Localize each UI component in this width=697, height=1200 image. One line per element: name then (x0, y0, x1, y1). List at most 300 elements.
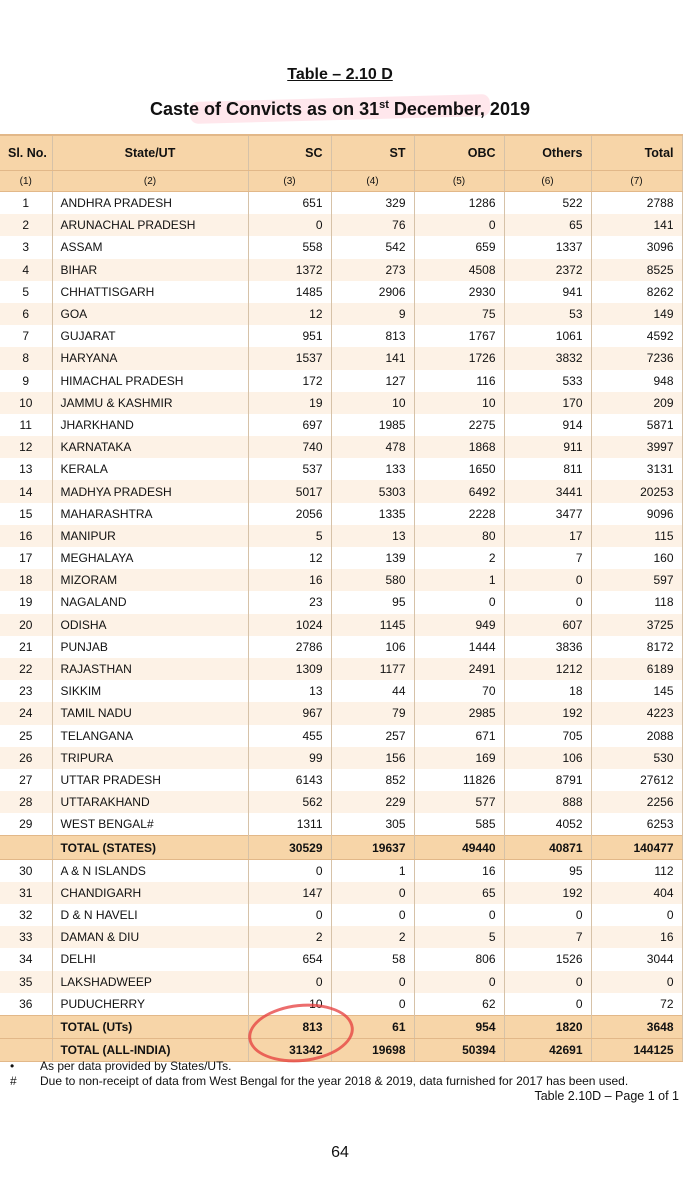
state-name-cell: MAHARASHTRA (52, 503, 248, 525)
state-name-cell: PUNJAB (52, 636, 248, 658)
value-cell: 0 (248, 859, 331, 882)
title-date: December, 2019 (388, 99, 530, 119)
value-cell: 0 (331, 882, 414, 904)
state-name-cell: MADHYA PRADESH (52, 480, 248, 502)
serial-cell: 21 (0, 636, 52, 658)
header-cell: Total (591, 135, 682, 171)
state-name-cell: CHHATTISGARH (52, 281, 248, 303)
value-cell: 659 (414, 236, 504, 258)
value-cell: 1537 (248, 347, 331, 369)
value-cell: 852 (331, 769, 414, 791)
value-cell: 455 (248, 725, 331, 747)
column-number: (3) (248, 171, 331, 192)
serial-cell: 2 (0, 214, 52, 236)
value-cell: 53 (504, 303, 591, 325)
table-row (0, 259, 682, 281)
state-name-cell: UTTARAKHAND (52, 791, 248, 813)
table-row (0, 614, 682, 636)
table-row (0, 192, 682, 215)
header-cell: Others (504, 135, 591, 171)
value-cell: 580 (331, 569, 414, 591)
value-cell: 160 (591, 547, 682, 569)
value-cell: 697 (248, 414, 331, 436)
table-cell: 1820 (504, 1015, 591, 1038)
state-name-cell: DELHI (52, 948, 248, 970)
table-row (0, 680, 682, 702)
table-cell: 42691 (504, 1039, 591, 1062)
value-cell: 1311 (248, 813, 331, 836)
value-cell: 1985 (331, 414, 414, 436)
value-cell: 0 (248, 971, 331, 993)
state-name-cell: HARYANA (52, 347, 248, 369)
page-reference: Table 2.10D – Page 1 of 1 (534, 1089, 679, 1103)
value-cell: 116 (414, 370, 504, 392)
state-name-cell: D & N HAVELI (52, 904, 248, 926)
value-cell: 4223 (591, 702, 682, 724)
serial-cell: 4 (0, 259, 52, 281)
value-cell: 329 (331, 192, 414, 215)
table-cell: 31342 (248, 1039, 331, 1062)
serial-cell: 29 (0, 813, 52, 836)
column-number: (4) (331, 171, 414, 192)
value-cell: 16 (248, 569, 331, 591)
value-cell: 967 (248, 702, 331, 724)
header-cell: State/UT (52, 135, 248, 171)
value-cell: 1061 (504, 325, 591, 347)
value-cell: 2930 (414, 281, 504, 303)
serial-cell: 18 (0, 569, 52, 591)
state-name-cell: NAGALAND (52, 591, 248, 613)
value-cell: 1024 (248, 614, 331, 636)
serial-cell: 1 (0, 192, 52, 215)
table-cell: 19698 (331, 1039, 414, 1062)
value-cell: 209 (591, 392, 682, 414)
state-name-cell: CHANDIGARH (52, 882, 248, 904)
value-cell: 257 (331, 725, 414, 747)
table-row (0, 281, 682, 303)
value-cell: 6253 (591, 813, 682, 836)
value-cell: 192 (504, 702, 591, 724)
value-cell: 0 (591, 971, 682, 993)
value-cell: 0 (331, 904, 414, 926)
value-cell: 95 (504, 859, 591, 882)
state-name-cell: HIMACHAL PRADESH (52, 370, 248, 392)
value-cell: 170 (504, 392, 591, 414)
table-cell: 144125 (591, 1039, 682, 1062)
value-cell: 79 (331, 702, 414, 724)
value-cell: 1212 (504, 658, 591, 680)
footnotes (10, 1059, 628, 1089)
value-cell: 542 (331, 236, 414, 258)
state-name-cell: RAJASTHAN (52, 658, 248, 680)
value-cell: 17 (504, 525, 591, 547)
table-row (0, 658, 682, 680)
serial-cell: 27 (0, 769, 52, 791)
value-cell: 229 (331, 791, 414, 813)
value-cell: 1309 (248, 658, 331, 680)
serial-cell: 8 (0, 347, 52, 369)
value-cell: 16 (591, 926, 682, 948)
value-cell: 911 (504, 436, 591, 458)
value-cell: 558 (248, 236, 331, 258)
value-cell: 145 (591, 680, 682, 702)
value-cell: 1444 (414, 636, 504, 658)
serial-cell: 10 (0, 392, 52, 414)
value-cell: 80 (414, 525, 504, 547)
value-cell: 597 (591, 569, 682, 591)
value-cell: 75 (414, 303, 504, 325)
value-cell: 3096 (591, 236, 682, 258)
value-cell: 18 (504, 680, 591, 702)
value-cell: 147 (248, 882, 331, 904)
value-cell: 1 (414, 569, 504, 591)
value-cell: 1286 (414, 192, 504, 215)
state-name-cell: UTTAR PRADESH (52, 769, 248, 791)
value-cell: 6143 (248, 769, 331, 791)
state-name-cell: MEGHALAYA (52, 547, 248, 569)
value-cell: 888 (504, 791, 591, 813)
serial-cell: 30 (0, 859, 52, 882)
value-cell: 19 (248, 392, 331, 414)
value-cell: 4508 (414, 259, 504, 281)
value-cell: 740 (248, 436, 331, 458)
value-cell: 1650 (414, 458, 504, 480)
table-row (0, 503, 682, 525)
value-cell: 0 (414, 904, 504, 926)
serial-cell: 19 (0, 591, 52, 613)
table-row (0, 904, 682, 926)
footnote (10, 1059, 628, 1074)
value-cell: 13 (331, 525, 414, 547)
value-cell: 27612 (591, 769, 682, 791)
value-cell: 58 (331, 948, 414, 970)
value-cell: 4052 (504, 813, 591, 836)
table-row (0, 636, 682, 658)
state-name-cell: BIHAR (52, 259, 248, 281)
value-cell: 13 (248, 680, 331, 702)
value-cell: 0 (504, 993, 591, 1016)
value-cell: 141 (331, 347, 414, 369)
serial-cell: 22 (0, 658, 52, 680)
value-cell: 11826 (414, 769, 504, 791)
footnote-text: As per data provided by States/UTs. (40, 1059, 232, 1073)
table-cell: 30529 (248, 836, 331, 859)
footnote (10, 1074, 628, 1089)
uts-body (0, 859, 682, 1015)
state-name-cell: JAMMU & KASHMIR (52, 392, 248, 414)
value-cell: 7236 (591, 347, 682, 369)
serial-cell: 32 (0, 904, 52, 926)
value-cell: 0 (504, 904, 591, 926)
value-cell: 139 (331, 547, 414, 569)
state-name-cell: GUJARAT (52, 325, 248, 347)
value-cell: 404 (591, 882, 682, 904)
table-row (0, 414, 682, 436)
value-cell: 1526 (504, 948, 591, 970)
hash-icon: # (10, 1074, 17, 1088)
value-cell: 8262 (591, 281, 682, 303)
value-cell: 948 (591, 370, 682, 392)
value-cell: 169 (414, 747, 504, 769)
table-row (0, 525, 682, 547)
column-number: (1) (0, 171, 52, 192)
value-cell: 149 (591, 303, 682, 325)
table-row (0, 303, 682, 325)
state-name-cell: KERALA (52, 458, 248, 480)
value-cell: 106 (331, 636, 414, 658)
value-cell: 1 (331, 859, 414, 882)
serial-cell: 25 (0, 725, 52, 747)
table-row (0, 347, 682, 369)
table-row (0, 392, 682, 414)
table-cell: 140477 (591, 836, 682, 859)
value-cell: 1767 (414, 325, 504, 347)
value-cell: 478 (331, 436, 414, 458)
value-cell: 1726 (414, 347, 504, 369)
value-cell: 192 (504, 882, 591, 904)
serial-cell: 3 (0, 236, 52, 258)
value-cell: 5303 (331, 480, 414, 502)
table-cell: TOTAL (STATES) (52, 836, 248, 859)
value-cell: 16 (414, 859, 504, 882)
total-states-body (0, 836, 682, 859)
serial-cell: 36 (0, 993, 52, 1016)
table-row (0, 458, 682, 480)
value-cell: 0 (331, 971, 414, 993)
value-cell: 1337 (504, 236, 591, 258)
value-cell: 5017 (248, 480, 331, 502)
serial-cell: 35 (0, 971, 52, 993)
column-number: (2) (52, 171, 248, 192)
serial-cell: 16 (0, 525, 52, 547)
table-title (0, 99, 680, 120)
value-cell: 5 (248, 525, 331, 547)
table-row (0, 813, 682, 836)
value-cell: 2275 (414, 414, 504, 436)
value-cell: 305 (331, 813, 414, 836)
value-cell: 949 (414, 614, 504, 636)
header-row (0, 135, 682, 171)
value-cell: 0 (331, 993, 414, 1016)
value-cell: 2256 (591, 791, 682, 813)
value-cell: 3477 (504, 503, 591, 525)
value-cell: 2906 (331, 281, 414, 303)
table-cell (0, 1015, 52, 1038)
value-cell: 3832 (504, 347, 591, 369)
states-body (0, 192, 682, 836)
serial-cell: 34 (0, 948, 52, 970)
value-cell: 156 (331, 747, 414, 769)
value-cell: 2 (248, 926, 331, 948)
table-row (0, 725, 682, 747)
table-row (0, 436, 682, 458)
state-name-cell: LAKSHADWEEP (52, 971, 248, 993)
state-name-cell: TAMIL NADU (52, 702, 248, 724)
state-name-cell: A & N ISLANDS (52, 859, 248, 882)
value-cell: 2056 (248, 503, 331, 525)
table-row (0, 214, 682, 236)
table-cell: TOTAL (UTs) (52, 1015, 248, 1038)
value-cell: 671 (414, 725, 504, 747)
table-row (0, 769, 682, 791)
table-row (0, 591, 682, 613)
value-cell: 0 (504, 971, 591, 993)
value-cell: 577 (414, 791, 504, 813)
value-cell: 95 (331, 591, 414, 613)
table-cell: TOTAL (ALL-INDIA) (52, 1039, 248, 1062)
value-cell: 9096 (591, 503, 682, 525)
serial-cell: 31 (0, 882, 52, 904)
value-cell: 585 (414, 813, 504, 836)
value-cell: 7 (504, 547, 591, 569)
value-cell: 2 (331, 926, 414, 948)
serial-cell: 33 (0, 926, 52, 948)
header-cell: ST (331, 135, 414, 171)
serial-cell: 14 (0, 480, 52, 502)
value-cell: 1485 (248, 281, 331, 303)
state-name-cell: GOA (52, 303, 248, 325)
value-cell: 3441 (504, 480, 591, 502)
value-cell: 811 (504, 458, 591, 480)
value-cell: 4592 (591, 325, 682, 347)
state-name-cell: TRIPURA (52, 747, 248, 769)
value-cell: 537 (248, 458, 331, 480)
table-cell: 954 (414, 1015, 504, 1038)
value-cell: 705 (504, 725, 591, 747)
value-cell: 106 (504, 747, 591, 769)
table-cell: 19637 (331, 836, 414, 859)
value-cell: 12 (248, 303, 331, 325)
table-row (0, 370, 682, 392)
serial-cell: 7 (0, 325, 52, 347)
value-cell: 8172 (591, 636, 682, 658)
table-cell: 40871 (504, 836, 591, 859)
serial-cell: 15 (0, 503, 52, 525)
value-cell: 2228 (414, 503, 504, 525)
page-number: 64 (331, 1144, 349, 1161)
value-cell: 0 (591, 904, 682, 926)
table-row (0, 569, 682, 591)
value-cell: 2985 (414, 702, 504, 724)
value-cell: 0 (248, 214, 331, 236)
value-cell: 2788 (591, 192, 682, 215)
total-states-row (0, 836, 682, 859)
column-number: (7) (591, 171, 682, 192)
bullet-icon: • (10, 1059, 15, 1073)
value-cell: 2786 (248, 636, 331, 658)
table-cell: 49440 (414, 836, 504, 859)
value-cell: 0 (414, 214, 504, 236)
value-cell: 2 (414, 547, 504, 569)
table-cell: 61 (331, 1015, 414, 1038)
state-name-cell: DAMAN & DIU (52, 926, 248, 948)
table-cell (0, 836, 52, 859)
serial-cell: 12 (0, 436, 52, 458)
state-name-cell: ANDHRA PRADESH (52, 192, 248, 215)
state-name-cell: MANIPUR (52, 525, 248, 547)
value-cell: 10 (414, 392, 504, 414)
value-cell: 70 (414, 680, 504, 702)
table-row (0, 882, 682, 904)
value-cell: 1177 (331, 658, 414, 680)
value-cell: 1145 (331, 614, 414, 636)
header-cell: OBC (414, 135, 504, 171)
value-cell: 3044 (591, 948, 682, 970)
value-cell: 0 (504, 591, 591, 613)
serial-cell: 23 (0, 680, 52, 702)
value-cell: 7 (504, 926, 591, 948)
table-row (0, 702, 682, 724)
state-name-cell: SIKKIM (52, 680, 248, 702)
value-cell: 813 (331, 325, 414, 347)
table-row (0, 926, 682, 948)
value-cell: 9 (331, 303, 414, 325)
serial-cell: 5 (0, 281, 52, 303)
value-cell: 1335 (331, 503, 414, 525)
column-number-row (0, 171, 682, 192)
state-name-cell: JHARKHAND (52, 414, 248, 436)
table-row (0, 948, 682, 970)
serial-cell: 6 (0, 303, 52, 325)
serial-cell: 9 (0, 370, 52, 392)
value-cell: 0 (414, 591, 504, 613)
table-row (0, 971, 682, 993)
value-cell: 941 (504, 281, 591, 303)
title-text: Caste of Convicts as on 31 (150, 99, 380, 119)
serial-cell: 11 (0, 414, 52, 436)
value-cell: 3997 (591, 436, 682, 458)
value-cell: 65 (504, 214, 591, 236)
value-cell: 6189 (591, 658, 682, 680)
value-cell: 651 (248, 192, 331, 215)
state-name-cell: PUDUCHERRY (52, 993, 248, 1016)
state-name-cell: ASSAM (52, 236, 248, 258)
value-cell: 62 (414, 993, 504, 1016)
value-cell: 8791 (504, 769, 591, 791)
state-name-cell: WEST BENGAL# (52, 813, 248, 836)
value-cell: 530 (591, 747, 682, 769)
value-cell: 112 (591, 859, 682, 882)
table-row (0, 325, 682, 347)
value-cell: 273 (331, 259, 414, 281)
column-number: (5) (414, 171, 504, 192)
value-cell: 141 (591, 214, 682, 236)
convicts-table (0, 134, 683, 1062)
value-cell: 1868 (414, 436, 504, 458)
value-cell: 76 (331, 214, 414, 236)
value-cell: 3725 (591, 614, 682, 636)
value-cell: 44 (331, 680, 414, 702)
value-cell: 522 (504, 192, 591, 215)
value-cell: 0 (504, 569, 591, 591)
value-cell: 5 (414, 926, 504, 948)
serial-cell: 13 (0, 458, 52, 480)
value-cell: 23 (248, 591, 331, 613)
value-cell: 133 (331, 458, 414, 480)
value-cell: 607 (504, 614, 591, 636)
value-cell: 6492 (414, 480, 504, 502)
state-name-cell: ARUNACHAL PRADESH (52, 214, 248, 236)
table-row (0, 791, 682, 813)
value-cell: 1372 (248, 259, 331, 281)
header-cell: Sl. No. (0, 135, 52, 171)
value-cell: 99 (248, 747, 331, 769)
state-name-cell: MIZORAM (52, 569, 248, 591)
table-row (0, 859, 682, 882)
value-cell: 2491 (414, 658, 504, 680)
serial-cell: 26 (0, 747, 52, 769)
table-row (0, 547, 682, 569)
